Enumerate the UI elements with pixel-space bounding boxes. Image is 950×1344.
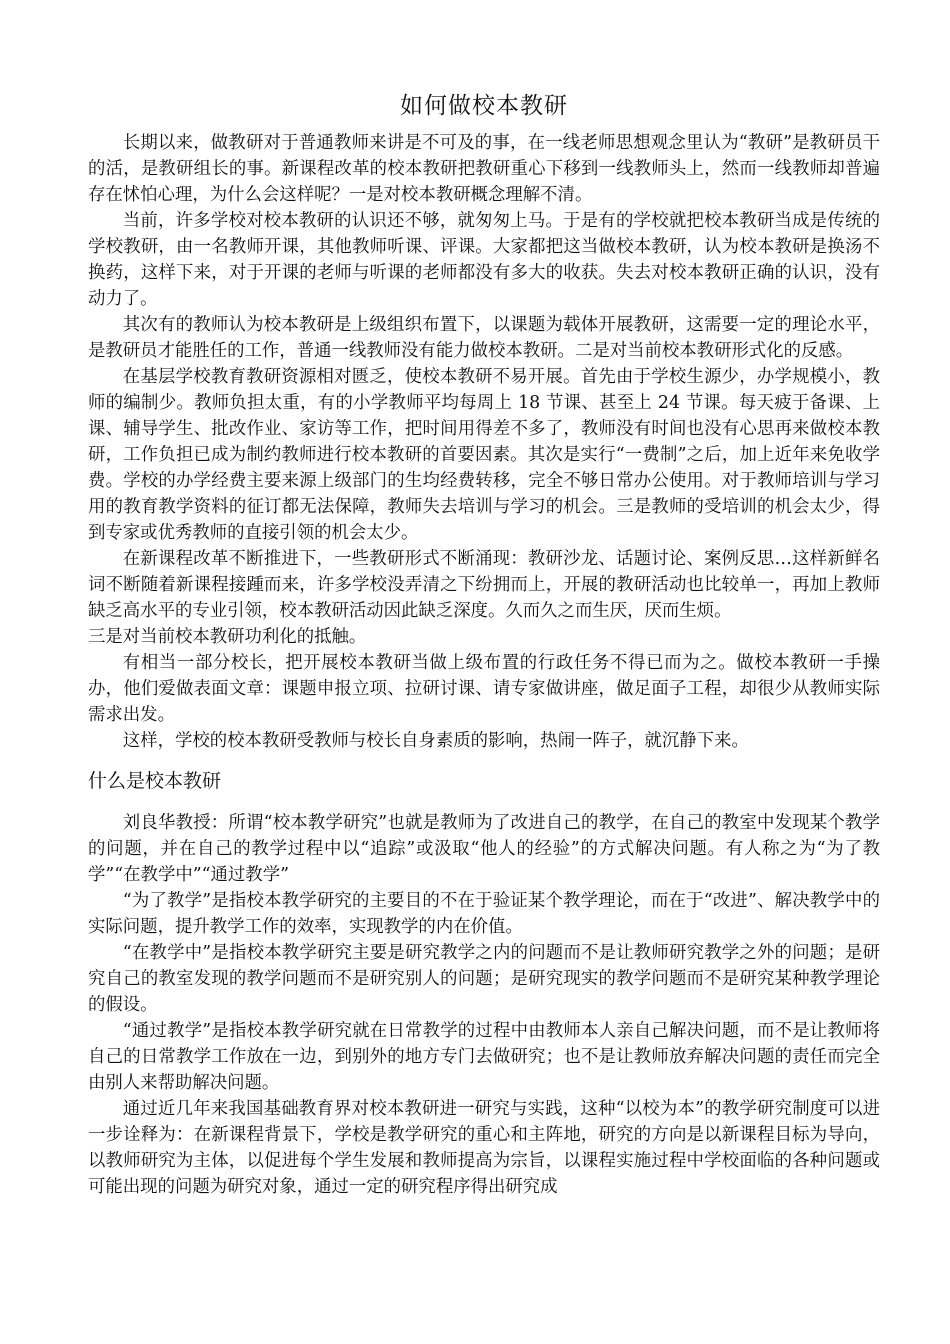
paragraph: 在基层学校教育教研资源相对匮乏，使校本教研不易开展。首先由于学校生源少，办学规模小，教师的编制少。教师负担太重，有的小学教师平均每周上 18 节课、甚至上 24 节课。每天疲于备课、上课、辅导学生、批改作业、家访等工作，把时间用得差不多了，教师没有时间也没有心思再来做校本教研，工作负担已成为制约教师进行校本教研的首要因素。其次是实行“一费制”之后，加上近年来免收学费。学校的办学经费主要来源上级部门的生均经费转移，完全不够日常办公使用。对于教师培训与学习用的教育教学资料的征订都无法保障，教师失去培训与学习的机会。三是教师的受培训的机会太少，得到专家或优秀教师的直接引领的机会太少。 (88, 367, 880, 543)
document-page (88, 86, 880, 1200)
paragraph: “通过教学”是指校本教学研究就在日常教学的过程中由教师本人亲自己解决问题，而不是让教师将自己的日常教学工作放在一边，到别外的地方专门去做研究；也不是让教师放弃解决问题的责任而完全由别人来帮助解决问题。 (88, 1021, 880, 1093)
paragraph: 刘良华教授：所谓“校本教学研究”也就是教师为了改进自己的教学，在自己的教室中发现某个教学的问题，并在自己的教学过程中以“追踪”或汲取“他人的经验”的方式解决问题。有人称之为“为了教学”“在教学中”“通过教学” (88, 813, 880, 885)
paragraph: “为了教学”是指校本教学研究的主要目的不在于验证某个教学理论，而在于“改进”、解决教学中的实际问题，提升教学工作的效率，实现教学的内在价值。 (88, 891, 880, 937)
paragraph: 在新课程改革不断推进下，一些教研形式不断涌现：教研沙龙、话题讨论、案例反思…这样新鲜名词不断随着新课程接踵而来，许多学校没弄清之下纷拥而上，开展的教研活动也比较单一，再加上教师缺乏高水平的专业引领，校本教研活动因此缺乏深度。久而久之而生厌，厌而生烦。 (88, 549, 880, 621)
paragraph: 当前，许多学校对校本教研的认识还不够，就匆匆上马。于是有的学校就把校本教研当成是传统的学校教研，由一名教师开课，其他教师听课、评课。大家都把这当做校本教研，认为校本教研是换汤不换药，这样下来，对于开课的老师与听课的老师都没有多大的收获。失去对校本教研正确的认识，没有动力了。 (88, 211, 880, 309)
paragraph: 这样，学校的校本教研受教师与校长自身素质的影响，热闹一阵子，就沉静下来。 (122, 731, 749, 751)
paragraph: “在教学中”是指校本教学研究主要是研究教学之内的问题而不是让教师研究教学之外的问题；是研究自己的教室发现的教学问题而不是研究别人的问题；是研究现实的教学问题而不是研究某种教学理论的假设。 (88, 943, 880, 1015)
point-three-line: 三是对当前校本教研功利化的抵触。 (88, 627, 367, 647)
paragraph: 其次有的教师认为校本教研是上级组织布置下，以课题为载体开展教研，这需要一定的理论水平，是教研员才能胜任的工作，普通一线教师没有能力做校本教研。二是对当前校本教研形式化的反感。 (88, 315, 880, 361)
paragraph: 通过近几年来我国基础教育界对校本教研进一研究与实践，这种“以校为本”的教学研究制度可以进一步诠释为：在新课程背景下，学校是教学研究的重心和主阵地，研究的方向是以新课程目标为导向，以教师研究为主体，以促进每个学生发展和教师提高为宗旨，以课程实施过程中学校面临的各种问题或可能出现的问题为研究对象，通过一定的研究程序得出研究成 (88, 1099, 880, 1197)
document-title: 如何做校本教研 (400, 93, 568, 119)
section-heading: 什么是校本教研 (88, 770, 222, 792)
paragraph: 长期以来，做教研对于普通教师来讲是不可及的事，在一线老师思想观念里认为“教研”是教研员干的活，是教研组长的事。新课程改革的校本教研把教研重心下移到一线教师头上，然而一线教师却普遍存在怵怕心理，为什么会这样呢？一是对校本教研概念理解不清。 (88, 133, 880, 205)
paragraph: 有相当一部分校长，把开展校本教研当做上级布置的行政任务不得已而为之。做校本教研一手操办，他们爱做表面文章：课题申报立项、拉研讨课、请专家做讲座，做足面子工程，却很少从教师实际需求出发。 (88, 653, 880, 725)
